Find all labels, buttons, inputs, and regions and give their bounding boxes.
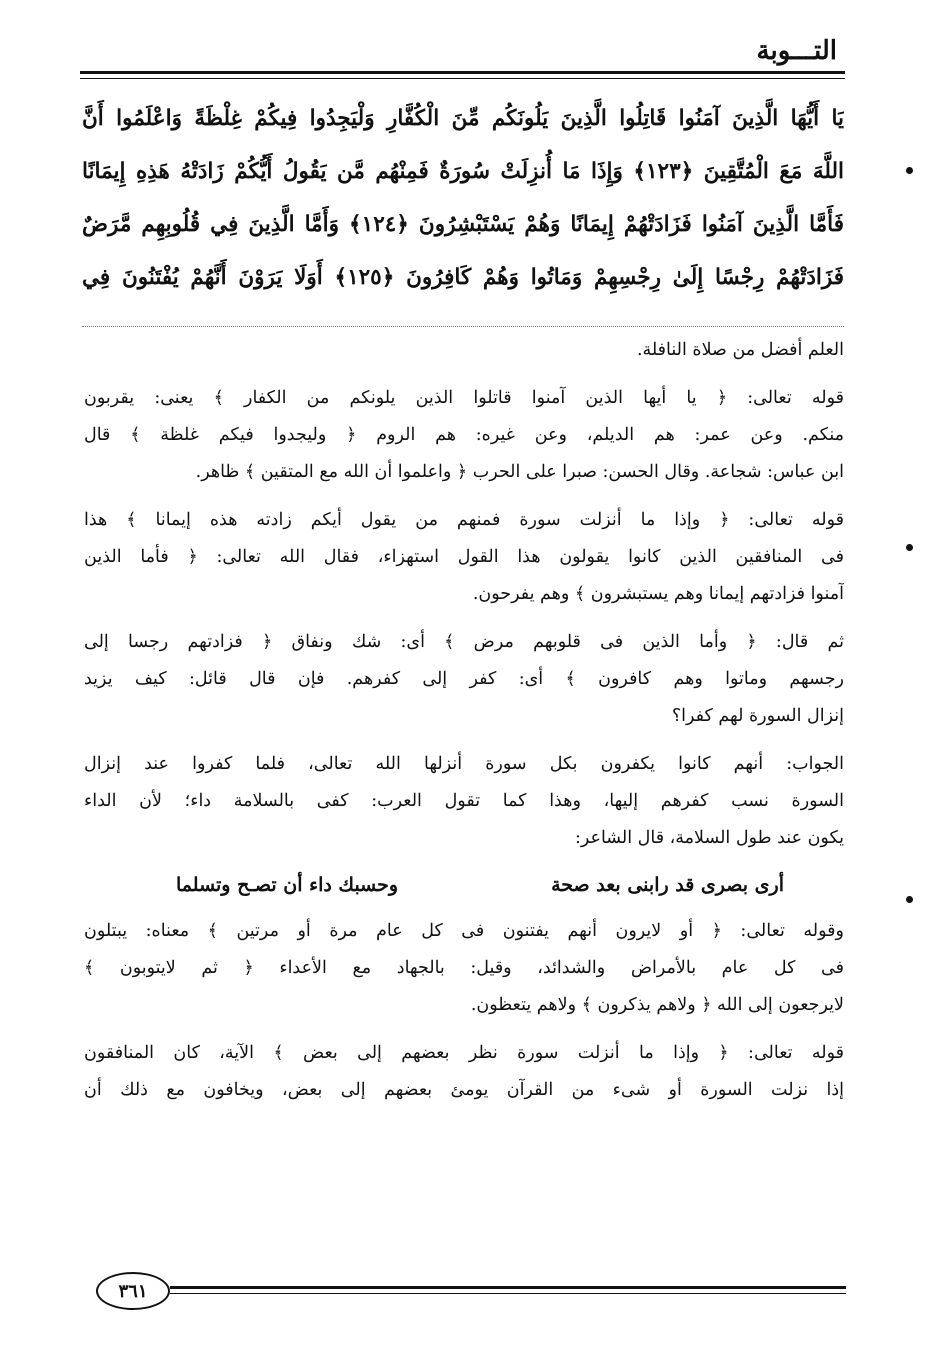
commentary-line: منكم. وعن عمر: هم الديلم، وعن غيره: هم الروم ﴿ وليجدوا فيكم غلظة ﴾ قال [84, 425, 844, 445]
footer-rule [170, 1286, 846, 1289]
margin-dot [906, 544, 913, 551]
quran-line: فَأَمَّا الَّذِينَ آمَنُوا فَزَادَتْهُمْ إِيمَانًا وَهُمْ يَسْتَبْشِرُونَ ﴿١٢٤﴾ وَأَمَّا الَّذِينَ فِي قُلُوبِهِم مَّرَضٌ [82, 212, 844, 237]
quran-divider [82, 326, 844, 327]
commentary-text [84, 332, 844, 1109]
commentary-line: وقوله تعالى: ﴿ أو لايرون أنهم يفتنون فى كل عام مرة أو مرتين ﴾ معناه: يبتلون [84, 921, 844, 941]
margin-dot [906, 896, 913, 903]
quran-line: فَزَادَتْهُمْ رِجْسًا إِلَىٰ رِجْسِهِمْ وَمَاتُوا وَهُمْ كَافِرُونَ ﴿١٢٥﴾ أَوَلَا يَرَوْنَ أَنَّهُمْ يُفْتَنُونَ فِي [82, 265, 844, 290]
commentary-line: قوله تعالى: ﴿ وإذا ما أنزلت سورة فمنهم من يقول أيكم زادته هذه إيمانا ﴾ هذا [84, 510, 844, 530]
commentary-line: لايرجعون إلى الله ﴿ ولاهم يذكرون ﴾ ولاهم يتعظون. [470, 995, 844, 1015]
page-number: ٣٦١ [96, 1272, 170, 1310]
quran-line: اللَّهَ مَعَ الْمُتَّقِينَ ﴿١٢٣﴾ وَإِذَا مَا أُنزِلَتْ سُورَةٌ فَمِنْهُم مَّن يَقُولُ أَيُّكُمْ زَادَتْهُ هَذِهِ إِيمَانًا [82, 159, 844, 184]
commentary-line: فى المنافقين الذين كانوا يقولون هذا القول استهزاء، فقال الله تعالى: ﴿ فأما الذين [84, 547, 844, 567]
margin-dot [906, 167, 913, 174]
header-rule-thin [80, 78, 845, 79]
commentary-line: فى كل عام بالأمراض والشدائد، وقيل: بالجهاد مع الأعداء ﴿ ثم لايتوبون ﴾ [84, 958, 844, 978]
commentary-line: الجواب: أنهم كانوا يكفرون بكل سورة أنزلها الله تعالى، فلما كفروا عند إنزال [84, 754, 844, 774]
footer-rule-thin [170, 1293, 846, 1294]
poem-second-hemistich: وحسبك داء أن تصـح وتسلما [176, 874, 399, 896]
surah-title: التـــوبة [756, 36, 837, 66]
commentary-line: إذا نزلت السورة أو شىء من القرآن يومئ بعضهم إلى بعض، ويخافون مع ذلك أن [84, 1080, 844, 1100]
commentary-line: ابن عباس: شجاعة. وقال الحسن: صبرا على الحرب ﴿ واعلموا أن الله مع المتقين ﴾ ظاهر. [195, 462, 844, 482]
quran-line: يَا أَيُّهَا الَّذِينَ آمَنُوا قَاتِلُوا الَّذِينَ يَلُونَكُم مِّنَ الْكُفَّارِ وَلْيَجِدُوا فِيكُمْ غِلْظَةً وَاعْلَمُوا أَنَّ [82, 106, 844, 131]
commentary-line: قوله تعالى: ﴿ يا أيها الذين آمنوا قاتلوا الذين يلونكم من الكفار ﴾ يعنى: يقربون [84, 388, 844, 408]
commentary-line: السورة نسب كفرهم إليها، وهذا كما تقول العرب: كفى بالسلامة داء؛ لأن الداء [84, 791, 844, 811]
commentary-line: قوله تعالى: ﴿ وإذا ما أنزلت سورة نظر بعضهم إلى بعض ﴾ الآية، كان المنافقون [84, 1043, 844, 1063]
poem-verse [84, 857, 844, 913]
commentary-line: العلم أفضل من صلاة النافلة. [636, 340, 844, 360]
commentary-line: يكون عند طول السلامة، قال الشاعر: [574, 828, 844, 848]
poem-first-hemistich: أرى بصرى قد رابنى بعد صحة [551, 874, 784, 896]
commentary-line: آمنوا فزادتهم إيمانا وهم يستبشرون ﴾ وهم يفرحون. [472, 584, 844, 604]
commentary-line: رجسهم وماتوا وهم كافرون ﴾ أى: كفر إلى كفرهم. فإن قال قائل: كيف يزيد [84, 669, 844, 689]
commentary-line: إنزال السورة لهم كفرا؟ [671, 706, 844, 726]
header-rule [80, 71, 845, 74]
quran-text-block [82, 92, 844, 304]
commentary-line: ثم قال: ﴿ وأما الذين فى قلوبهم مرض ﴾ أى: شك ونفاق ﴿ فزادتهم رجسا إلى [84, 632, 844, 652]
